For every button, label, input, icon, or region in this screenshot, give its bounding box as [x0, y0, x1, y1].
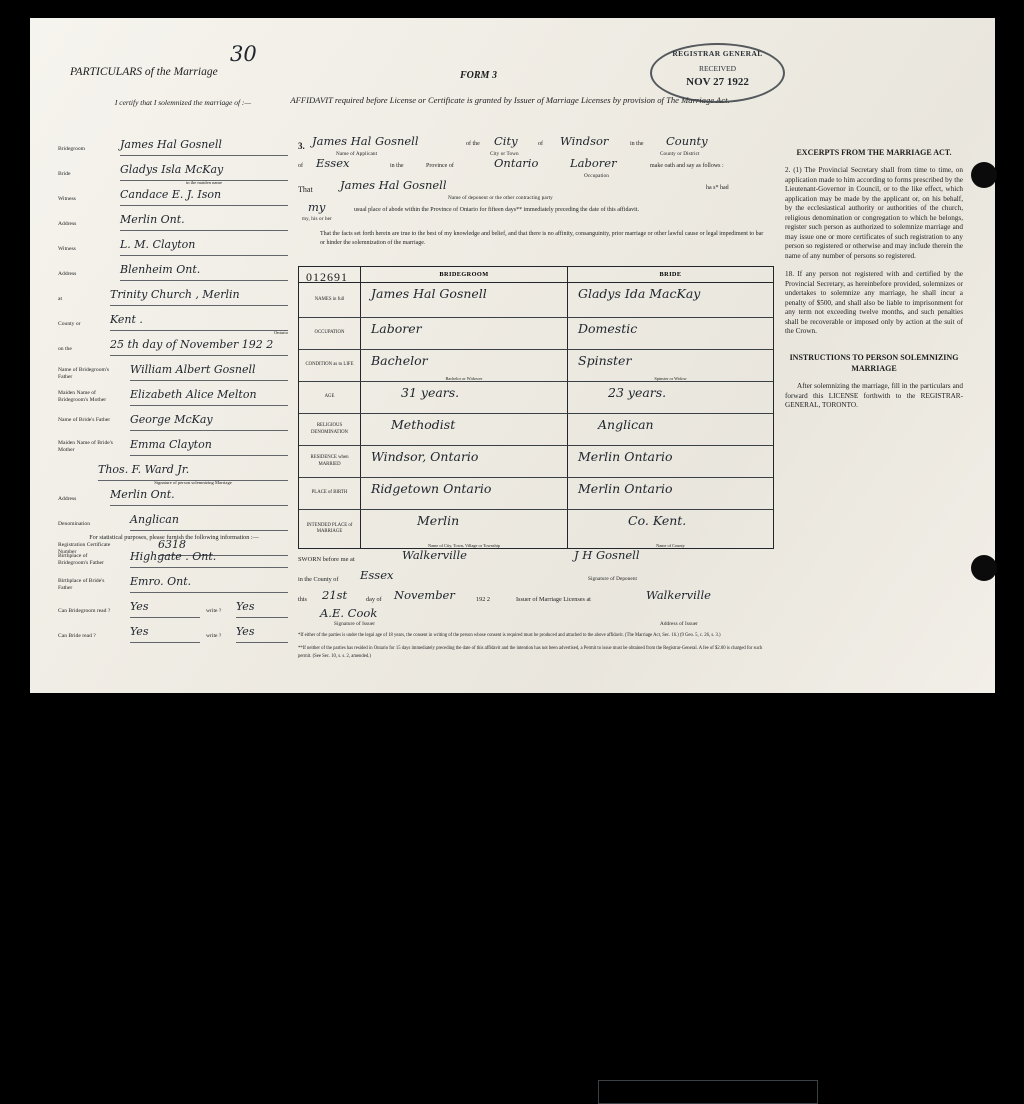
affidavit-inthe-label: in the [630, 141, 644, 147]
affidavit-abode-text: usual place of abode within the Province of Ontario for fifteen days** immediately preceding the date of this affidavit. [354, 207, 639, 213]
page-number-handwritten: 30 [230, 42, 257, 66]
row-label-religion: RELIGIOUS DENOMINATION [299, 414, 361, 445]
cell-sublabel: Spinster or Widow [654, 376, 687, 381]
cell-bridegroom-birthplace [361, 478, 568, 509]
sub-county-province: Ontario [273, 330, 288, 335]
affidavit-line-3 [298, 180, 768, 202]
stat-row-bride-father-birthplace [58, 575, 290, 600]
affidavit-province-label: Province of [426, 163, 454, 169]
label-bride: Bride [58, 171, 71, 177]
stamp-line-3: NOV 27 1922 [686, 76, 749, 88]
sworn-this-label: this [298, 596, 307, 603]
value-county: Kent . [110, 313, 288, 331]
deponent-signature: J H Gosnell [574, 548, 640, 562]
affidavit-city-sublabel: City or Town [490, 151, 519, 157]
label-address-2: Address [58, 271, 77, 277]
cell-value: Anglican [598, 417, 654, 432]
label-bridegroom-father-birthplace: Birthplace of Bridegroom's Father [58, 553, 104, 566]
cell-bride-religion [568, 414, 773, 445]
value-address-1: Merlin Ont. [120, 213, 288, 231]
row-label-condition: CONDITION as to LIFE [299, 350, 361, 381]
footnote-1: *If either of the parties is under the legal age of 18 years, the consent in writing of the person whose consent is required must be produced and attached to the above affidavit. (The Marriage Act, Sec. 16.) (9 Geo. 5, c. 26, s. 3.) [298, 633, 721, 638]
issuer-label: Issuer of Marriage Licenses at [516, 596, 591, 603]
label-bride-father: Name of Bride's Father [58, 417, 111, 423]
affidavit-of2-label: of [538, 141, 543, 147]
cell-value: Merlin Ontario [578, 481, 673, 496]
affidavit-county-sublabel: County or District [660, 151, 700, 157]
row-label-birthplace: PLACE of BIRTH [299, 478, 361, 509]
affidavit-deponent-sublabel: Name of deponent or the other contracting party [448, 195, 553, 201]
field-bride-mother [58, 438, 290, 463]
cell-value: Co. Kent. [628, 513, 687, 528]
stat-row-bridegroom-literacy [58, 600, 290, 625]
label-witness-1: Witness [58, 196, 76, 202]
sworn-month: November [394, 588, 455, 602]
field-officiant-address [58, 488, 290, 513]
affidavit-oath-text: make oath and say as follows : [650, 163, 724, 169]
row-label-occupation: OCCUPATION [299, 318, 361, 349]
cell-value: 23 years. [608, 385, 667, 400]
table-row-age [299, 382, 773, 414]
sworn-day-number: 21st [322, 588, 348, 602]
label-bride-father-birthplace: Birthplace of Bride's Father [58, 578, 105, 591]
marriage-certificate-scan [30, 18, 995, 693]
value-bride-read: Yes [130, 625, 200, 643]
sworn-dayof-label: day of [366, 596, 382, 603]
cell-bride-birthplace [568, 478, 773, 509]
label-address-1: Address [58, 221, 77, 227]
value-bridegroom-father-birthplace: Highgate . Ont. [130, 550, 288, 568]
sworn-section [298, 550, 772, 630]
affidavit-place-value: Windsor [560, 134, 609, 148]
affidavit-abode-pronoun: my [308, 200, 326, 214]
sworn-county-label: in the County of [298, 576, 339, 583]
sworn-place-value: Walkerville [402, 548, 467, 562]
affidavit-deponent-name: James Hal Gosnell [340, 178, 447, 192]
cell-value: Domestic [578, 321, 638, 336]
cell-bride-condition [568, 350, 773, 381]
value-denomination: Anglican [130, 513, 288, 531]
field-bride [58, 163, 290, 188]
label-bridegroom-father: Name of Bridegroom's Father [58, 367, 110, 380]
affidavit-of3-label: of [298, 163, 303, 169]
cell-bride-names [568, 283, 773, 317]
field-bridegroom-father [58, 363, 290, 388]
value-officiant-signature: Thos. F. Ward Jr. [98, 463, 288, 481]
label-bridegroom-mother: Maiden Name of Bridegroom's Mother [58, 390, 107, 403]
value-bridegroom-read: Yes [130, 600, 200, 618]
row-label-age: AGE [299, 382, 361, 413]
excerpt-paragraph-2: 18. If any person not registered with and certified by the Provincial Secretary, as hereinbefore provided, solemnizes or undertakes to solemnize any marriage, he shall incur a penalty of $500, and shall also be liable to imprisonment for any term not exceeding twelve months, and such penalties shall be recoverable or imposed only by action at the suit of the Crown. [785, 270, 963, 336]
table-row-religion [299, 414, 773, 446]
value-place: Trinity Church , Merlin [110, 288, 288, 306]
label-witness-2: Witness [58, 246, 76, 252]
value-bride-father: George McKay [130, 413, 288, 431]
label-bridegroom-read: Can Bridegroom read ? [58, 608, 111, 615]
affidavit-pronoun-sublabel: my, his or her [302, 216, 332, 222]
affidavit-inthe2-label: in the [390, 163, 404, 169]
footnotes [298, 632, 772, 660]
sworn-place-box [598, 1080, 818, 1104]
instructions-title: INSTRUCTIONS TO PERSON SOLEMNIZING MARRIAGE [789, 352, 959, 373]
cell-value: Spinster [578, 353, 632, 368]
affidavit-line-1 [298, 136, 768, 158]
punch-hole-bottom [971, 555, 997, 581]
label-officiant-address: Address [58, 496, 77, 502]
field-bridegroom [58, 138, 290, 163]
cell-value: James Hal Gosnell [371, 286, 487, 301]
value-registration-certificate-number: 6318 [158, 538, 288, 556]
field-officiant-signature [58, 463, 290, 488]
cell-value: Merlin Ontario [578, 449, 673, 464]
affidavit-hashad-label: ha s* had [706, 185, 729, 191]
value-bride-father-birthplace: Emro. Ont. [130, 575, 288, 593]
sub-bride: in the maiden name [185, 180, 223, 185]
stamp-line-1: REGISTRAR GENERAL [672, 49, 763, 58]
deponent-signature-sublabel: Signature of Deponent [588, 576, 638, 582]
affidavit-applicant-sublabel: Name of Applicant [336, 151, 378, 157]
affidavit-county-word: County [666, 134, 708, 148]
label-bride-mother: Maiden Name of Bride's Mother [58, 440, 113, 453]
issuer-address-sublabel: Address of Issuer [660, 621, 699, 627]
affidavit-item-number: 3. [298, 141, 305, 151]
cell-bridegroom-condition [361, 350, 568, 381]
affidavit-line-5 [298, 224, 768, 252]
affidavit-occupation-sublabel: Occupation [584, 173, 609, 179]
field-witness-1 [58, 188, 290, 213]
label-bride-read: Can Bride read ? [58, 633, 96, 640]
cell-bride-residence [568, 446, 773, 477]
table-row-condition [299, 350, 773, 382]
issuer-signature-sublabel: Signature of Issuer [334, 621, 376, 627]
field-address-1 [58, 213, 290, 238]
cell-value: Windsor, Ontario [371, 449, 479, 464]
sworn-line-2 [298, 570, 772, 590]
cell-value: Ridgetown Ontario [371, 481, 492, 496]
value-bride-mother: Emma Clayton [130, 438, 288, 456]
excerpts-title: EXCERPTS FROM THE MARRIAGE ACT. [796, 148, 952, 157]
table-row-names [299, 283, 773, 318]
row-label-names: NAMES in full [299, 283, 361, 317]
table-row-birthplace [299, 478, 773, 510]
value-witness-1: Candace E. J. Ison [120, 188, 288, 206]
field-date [58, 338, 290, 363]
sub-officiant-signature: Signature of person solemnizing Marriage [154, 480, 232, 485]
row-label-residence: RESIDENCE when MARRIED [299, 446, 361, 477]
table-header-row [299, 267, 773, 283]
row-label-intended-place: INTENDED PLACE of MARRIAGE [299, 510, 361, 548]
sworn-before-label: SWORN before me at [298, 556, 355, 563]
cell-bridegroom-religion [361, 414, 568, 445]
cell-bridegroom-intended-place [361, 510, 568, 548]
value-bridegroom: James Hal Gosnell [120, 138, 288, 156]
cell-sublabel: Name of County [656, 543, 685, 548]
label-date: on the [58, 346, 72, 352]
field-place [58, 288, 290, 313]
cell-value: Gladys Ida MacKay [578, 286, 701, 301]
value-witness-2: L. M. Clayton [120, 238, 288, 256]
cell-bride-age [568, 382, 773, 413]
left-particulars-column [58, 138, 290, 563]
registrar-stamp [650, 43, 785, 103]
affidavit-body [298, 136, 768, 252]
affidavit-heading: AFFIDAVIT required before License or Certificate is granted by Issuer of Marriage Licenses by provision of The Marriage Act. [290, 95, 730, 105]
label-registration-certificate-number: Registration Certificate Number [58, 542, 111, 555]
particulars-table [298, 266, 774, 549]
affidavit-that-label: That [298, 185, 313, 194]
footnote-2: **If neither of the parties has resided in Ontario for 15 days immediately preceding the date of this affidavit and the intention has not been advertised, a Permit to issue must be obtained from the Registrar-General. A fee of $2.00 is charged for such permit. (See Sec. 10, s. s. 2, amended.) [298, 646, 763, 659]
label-denomination: Denomination [58, 521, 91, 527]
field-county [58, 313, 290, 338]
value-bridegroom-mother: Elizabeth Alice Melton [130, 388, 288, 406]
sworn-year: 192 2 [476, 596, 490, 603]
form-number: FORM 3 [460, 70, 497, 81]
affidavit-truth-text: That the facts set forth herein are true to the best of my knowledge and belief, and that there is no affinity, consanguinity, prior marriage or other lawful cause or legal impediment to bar or hinder the solemnization of the marriage. [320, 231, 764, 246]
value-bride: Gladys Isla McKay [120, 163, 288, 181]
label-county: County or [58, 321, 81, 327]
issuer-signature: A.E. Cook [320, 606, 378, 620]
stamp-line-2: RECEIVED [698, 64, 737, 73]
label-place: at [58, 296, 63, 302]
instructions-text: After solemnizing the marriage, fill in the particulars and forward this LICENSE forthwith to the REGISTRAR-GENERAL, TORONTO. [785, 382, 963, 410]
affidavit-line-2 [298, 158, 768, 180]
cell-value: Methodist [391, 417, 456, 432]
statistics-section [58, 533, 290, 650]
cell-bridegroom-age [361, 382, 568, 413]
field-bride-father [58, 413, 290, 438]
registration-number: 012691 [306, 270, 348, 284]
cell-sublabel: Name of City, Town, Village or Township [428, 543, 500, 548]
stat-row-bride-literacy [58, 625, 290, 650]
certify-text: I certify that I solemnized the marriage of :— [114, 98, 252, 107]
affidavit-applicant-name: James Hal Gosnell [312, 134, 419, 148]
affidavit-county-value: Essex [316, 156, 350, 170]
excerpts-column [785, 148, 963, 420]
value-address-2: Blenheim Ont. [120, 263, 288, 281]
affidavit-city-value: City [494, 134, 518, 148]
sworn-line-4 [298, 606, 772, 630]
affidavit-line-4 [298, 202, 768, 224]
value-bridegroom-father: William Albert Gosnell [130, 363, 288, 381]
field-bridegroom-mother [58, 388, 290, 413]
affidavit-occupation-value: Laborer [570, 156, 617, 170]
sworn-line-1 [298, 550, 772, 570]
value-bridegroom-write: Yes [236, 600, 288, 618]
cell-value: 31 years. [401, 385, 460, 400]
excerpt-paragraph-1: 2. (1) The Provincial Secretary shall from time to time, on application made to him according to forms prescribed by the Lieutenant-Governor in Council, or to the like effect, which application may be made by the applicant or, on his behalf, by the ecclesiastical authority or authorities of the church, religious denomination or congregation to which he belongs, register such person as authorized to solemnize marriage and may issue one or more certificates of such registration to any person so registered or otherwise and may include therein the name of any number of persons so registered. [785, 166, 963, 260]
cell-bridegroom-names [361, 283, 568, 317]
cell-bride-occupation [568, 318, 773, 349]
table-row-occupation [299, 318, 773, 350]
cell-value: Merlin [417, 513, 460, 528]
table-row-residence [299, 446, 773, 478]
affidavit-province-value: Ontario [494, 156, 539, 170]
cell-bride-intended-place [568, 510, 773, 548]
cell-value: Laborer [371, 321, 422, 336]
value-bride-write: Yes [236, 625, 288, 643]
cell-bridegroom-occupation [361, 318, 568, 349]
table-header-bride: BRIDE [659, 271, 682, 278]
label-bride-write: write ? [206, 633, 222, 640]
table-header-bridegroom: BRIDEGROOM [361, 267, 568, 282]
page-title: PARTICULARS of the Marriage [70, 66, 218, 78]
value-officiant-address: Merlin Ont. [110, 488, 288, 506]
statistics-heading: For statistical purposes, please furnish the following information :— [89, 534, 259, 541]
affidavit-of-label: of the [466, 141, 480, 147]
table-row-intended-place [299, 510, 773, 548]
field-address-2 [58, 263, 290, 288]
value-date: 25 th day of November 192 2 [110, 338, 288, 356]
punch-hole-top [971, 162, 997, 188]
cell-sublabel: Bachelor or Widower [445, 376, 483, 381]
sworn-county-value: Essex [360, 568, 394, 582]
label-bridegroom-write: write ? [206, 608, 222, 615]
field-witness-2 [58, 238, 290, 263]
label-bridegroom: Bridegroom [58, 146, 86, 152]
issuer-address-value: Walkerville [646, 588, 711, 602]
cell-bridegroom-residence [361, 446, 568, 477]
stat-row-bridegroom-father-birthplace [58, 550, 290, 575]
cell-value: Bachelor [371, 353, 428, 368]
